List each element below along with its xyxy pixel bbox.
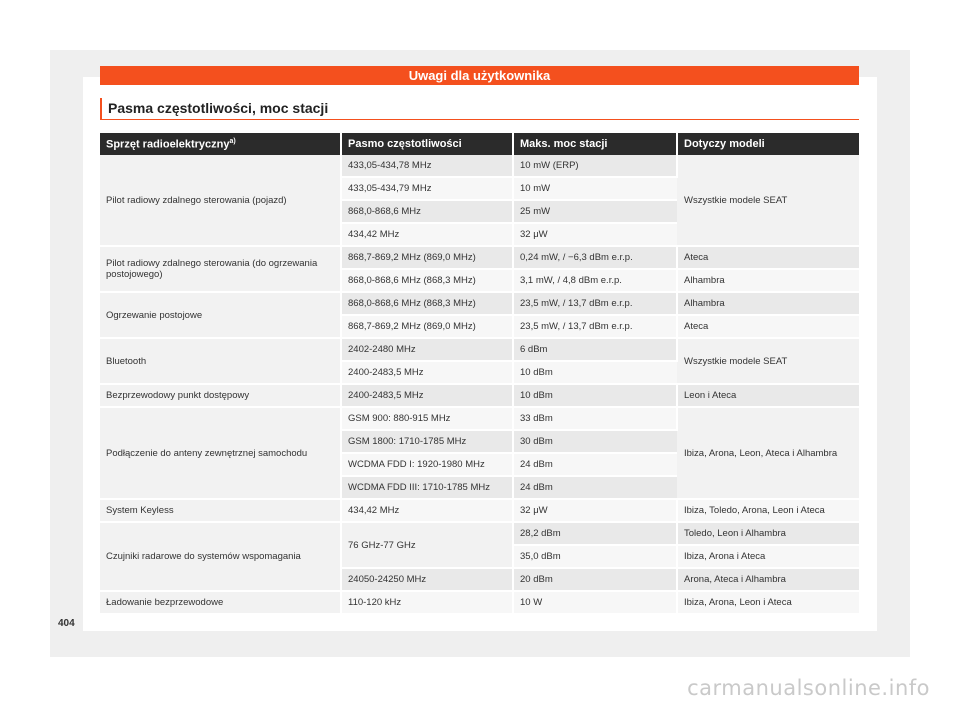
power-cell: 20 dBm	[513, 568, 677, 591]
power-cell: 25 mW	[513, 200, 677, 223]
models-cell: Ibiza, Arona, Leon, Ateca i Alhambra	[677, 407, 859, 499]
power-cell: 10 mW (ERP)	[513, 155, 677, 177]
frequency-table	[100, 133, 859, 615]
power-cell: 32 μW	[513, 223, 677, 246]
device-cell: Pilot radiowy zdalnego sterowania (do ogrzewania postojowego)	[100, 246, 341, 292]
power-cell: 23,5 mW, / 13,7 dBm e.r.p.	[513, 315, 677, 338]
power-cell: 28,2 dBm	[513, 522, 677, 545]
models-cell: Ateca	[677, 315, 859, 338]
chapter-banner: Uwagi dla użytkownika	[100, 66, 859, 85]
table-header-row	[100, 133, 859, 155]
table-row	[100, 407, 859, 430]
frequency-cell: WCDMA FDD I: 1920-1980 MHz	[341, 453, 513, 476]
page-number: 404	[58, 618, 75, 629]
power-cell: 30 dBm	[513, 430, 677, 453]
device-cell: System Keyless	[100, 499, 341, 522]
models-cell: Alhambra	[677, 292, 859, 315]
models-cell: Toledo, Leon i Alhambra	[677, 522, 859, 545]
frequency-cell: 868,0-868,6 MHz (868,3 MHz)	[341, 292, 513, 315]
table-row	[100, 155, 859, 177]
frequency-cell: 110-120 kHz	[341, 591, 513, 614]
models-cell: Arona, Ateca i Alhambra	[677, 568, 859, 591]
power-cell: 10 dBm	[513, 361, 677, 384]
section-title: Pasma częstotliwości, moc stacji	[100, 98, 859, 120]
power-cell: 0,24 mW, / −6,3 dBm e.r.p.	[513, 246, 677, 269]
models-cell: Ibiza, Arona i Ateca	[677, 545, 859, 568]
frequency-cell: 868,0-868,6 MHz	[341, 200, 513, 223]
models-cell: Ibiza, Arona, Leon i Ateca	[677, 591, 859, 614]
table-row	[100, 246, 859, 269]
frequency-cell: 868,7-869,2 MHz (869,0 MHz)	[341, 315, 513, 338]
models-cell: Leon i Ateca	[677, 384, 859, 407]
power-cell: 35,0 dBm	[513, 545, 677, 568]
models-cell: Wszystkie modele SEAT	[677, 155, 859, 246]
power-cell: 24 dBm	[513, 453, 677, 476]
power-cell: 24 dBm	[513, 476, 677, 499]
frequency-cell: 2402-2480 MHz	[341, 338, 513, 361]
device-cell: Ogrzewanie postojowe	[100, 292, 341, 338]
models-cell: Wszystkie modele SEAT	[677, 338, 859, 384]
power-cell: 23,5 mW, / 13,7 dBm e.r.p.	[513, 292, 677, 315]
table-row	[100, 292, 859, 315]
power-cell: 32 μW	[513, 499, 677, 522]
frequency-cell: 868,0-868,6 MHz (868,3 MHz)	[341, 269, 513, 292]
power-cell: 3,1 mW, / 4,8 dBm e.r.p.	[513, 269, 677, 292]
watermark: carmanualsonline.info	[687, 676, 930, 700]
power-cell: 10 dBm	[513, 384, 677, 407]
frequency-cell: GSM 1800: 1710-1785 MHz	[341, 430, 513, 453]
power-cell: 33 dBm	[513, 407, 677, 430]
device-cell: Podłączenie do anteny zewnętrznej samochodu	[100, 407, 341, 499]
frequency-cell: 434,42 MHz	[341, 499, 513, 522]
column-header: Maks. moc stacji	[513, 133, 677, 155]
frequency-cell: 433,05-434,79 MHz	[341, 177, 513, 200]
power-cell: 10 mW	[513, 177, 677, 200]
device-cell: Bluetooth	[100, 338, 341, 384]
models-cell: Ateca	[677, 246, 859, 269]
frequency-cell: 433,05-434,78 MHz	[341, 155, 513, 177]
frequency-cell: GSM 900: 880-915 MHz	[341, 407, 513, 430]
power-cell: 10 W	[513, 591, 677, 614]
frequency-cell: 2400-2483,5 MHz	[341, 384, 513, 407]
models-cell: Alhambra	[677, 269, 859, 292]
footnote-mark: a)	[229, 137, 236, 145]
device-cell: Bezprzewodowy punkt dostępowy	[100, 384, 341, 407]
frequency-cell: WCDMA FDD III: 1710-1785 MHz	[341, 476, 513, 499]
frequency-cell: 868,7-869,2 MHz (869,0 MHz)	[341, 246, 513, 269]
frequency-cell: 24050-24250 MHz	[341, 568, 513, 591]
column-header: Pasmo częstotliwości	[341, 133, 513, 155]
device-cell: Pilot radiowy zdalnego sterowania (pojazd)	[100, 155, 341, 246]
table-row	[100, 338, 859, 361]
table-row	[100, 591, 859, 614]
table-row	[100, 522, 859, 545]
device-cell: Ładowanie bezprzewodowe	[100, 591, 341, 614]
power-cell: 6 dBm	[513, 338, 677, 361]
models-cell: Ibiza, Toledo, Arona, Leon i Ateca	[677, 499, 859, 522]
table-row	[100, 384, 859, 407]
table-row	[100, 499, 859, 522]
frequency-cell: 76 GHz-77 GHz	[341, 522, 513, 568]
column-header: Sprzęt radioelektryczny$^{a)}$	[100, 133, 341, 155]
frequency-cell: 2400-2483,5 MHz	[341, 361, 513, 384]
device-cell: Czujniki radarowe do systemów wspomagania	[100, 522, 341, 591]
frequency-cell: 434,42 MHz	[341, 223, 513, 246]
column-header: Dotyczy modeli	[677, 133, 859, 155]
